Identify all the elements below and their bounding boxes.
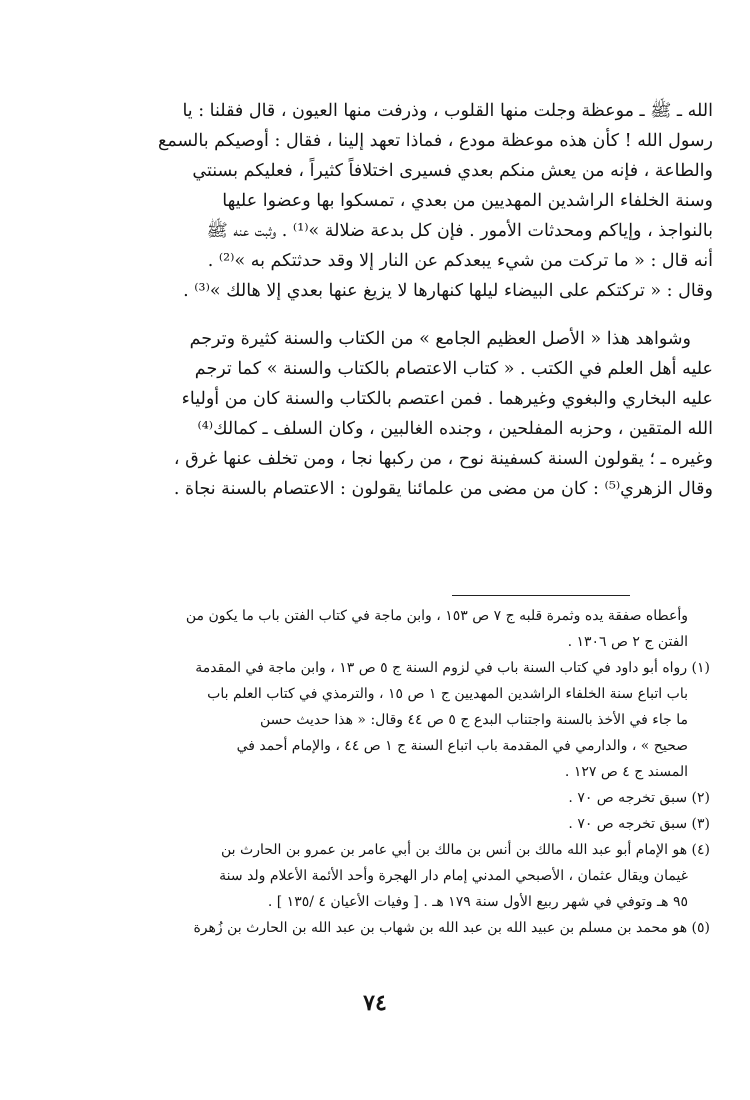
text-line: وقال : « تركتكم على البيضاء ليلها كنهارها لا يزيغ عنها بعدي إلا هالك »⁽³⁾ . xyxy=(183,281,713,301)
footnote-line: باب اتباع سنة الخلفاء الراشدين المهديين ج ١ ص ١٥ ، والترمذي في كتاب العلم باب xyxy=(207,686,688,702)
footnote-line: ما جاء في الأخذ بالسنة واجتناب البدع ج ٥ ص ٤٤ وقال: « هذا حديث حسن xyxy=(260,712,688,728)
text-line: رسول الله ! كأن هذه موعظة مودع ، فماذا تعهد إلينا ، فقال : أوصيكم بالسمع xyxy=(158,131,713,151)
paragraph-gap xyxy=(50,306,713,324)
text-line: الله المتقين ، وحزبه المفلحين ، وجنده الغالبين ، وكان السلف ـ كمالك⁽⁴⁾ xyxy=(197,419,713,439)
footnote-line: (٣) سبق تخرجه ص ٧٠ . xyxy=(568,816,710,832)
footnote-line: وأعطاه صفقة يده وثمرة قلبه ج ٧ ص ١٥٣ ، وابن ماجة في كتاب الفتن باب ما يكون من xyxy=(185,608,688,624)
footnote-line: (١) رواه أبو داود في كتاب السنة باب في لزوم السنة ج ٥ ص ١٣ ، وابن ماجة في المقدمة xyxy=(195,660,710,676)
main-text xyxy=(50,96,713,504)
text-line: والطاعة ، فإنه من يعش منكم بعدي فسيرى اختلافاً كثيراً ، فعليكم بسنتي xyxy=(192,161,713,181)
page-number: ٧٤ xyxy=(363,990,387,1016)
footnote-divider xyxy=(452,595,630,596)
text-line: أنه قال : « ما تركت من شيء يبعدكم عن النار إلا وقد حدثتكم به »⁽²⁾ . xyxy=(207,251,713,271)
text-line: عليه أهل العلم في الكتب . « كتاب الاعتصام بالكتاب والسنة » كما ترجم xyxy=(194,359,713,379)
text-line: وقال الزهري⁽⁵⁾ : كان من مضى من علمائنا يقولون : الاعتصام بالسنة نجاة . xyxy=(173,479,713,499)
footnote-line: صحيح » ، والدارمي في المقدمة باب اتباع السنة ج ١ ص ٤٤ ، والإمام أحمد في xyxy=(236,738,688,754)
footnotes xyxy=(60,603,710,941)
footnote-line: (٥) هو محمد بن مسلم بن عبيد الله بن عبد الله بن شهاب بن عبد الله بن الحارث بن زُهرة xyxy=(193,920,710,936)
footnote-line: ٩٥ هـ وتوفي في شهر ربيع الأول سنة ١٧٩ هـ . [ وفيات الأعيان ٤ /١٣٥ ] . xyxy=(267,894,688,910)
text-line: بالنواجذ ، وإياكم ومحدثات الأمور . فإن كل بدعة ضلالة »⁽¹⁾ . وثبت عنه ﷺ xyxy=(206,221,713,241)
text-line: عليه البخاري والبغوي وغيرهما . فمن اعتصم بالكتاب والسنة كان من أولياء xyxy=(181,389,713,409)
footnote-line: غيمان ويقال عثمان ، الأصبحي المدني إمام دار الهجرة وأحد الأئمة الأعلام ولد سنة xyxy=(219,868,688,884)
text-line: وسنة الخلفاء الراشدين المهديين من بعدي ، تمسكوا بها وعضوا عليها xyxy=(222,191,713,211)
footnote-line: المسند ج ٤ ص ١٢٧ . xyxy=(564,764,688,780)
text-line: وغيره ـ ؛ يقولون السنة كسفينة نوح ، من ركبها نجا ، ومن تخلف عنها غرق ، xyxy=(173,449,713,469)
text-line: وشواهد هذا « الأصل العظيم الجامع » من الكتاب والسنة كثيرة وترجم xyxy=(189,329,691,349)
text-line: الله ـ ﷺ ـ موعظة وجلت منها القلوب ، وذرفت منها العيون ، قال فقلنا : يا xyxy=(182,101,713,121)
footnote-line: (٢) سبق تخرجه ص ٧٠ . xyxy=(568,790,710,806)
footnote-line: الفتن ج ٢ ص ١٣٠٦ . xyxy=(567,634,688,650)
footnote-line: (٤) هو الإمام أبو عبد الله مالك بن أنس بن مالك بن أبي عامر بن عمرو بن الحارث بن xyxy=(221,842,710,858)
